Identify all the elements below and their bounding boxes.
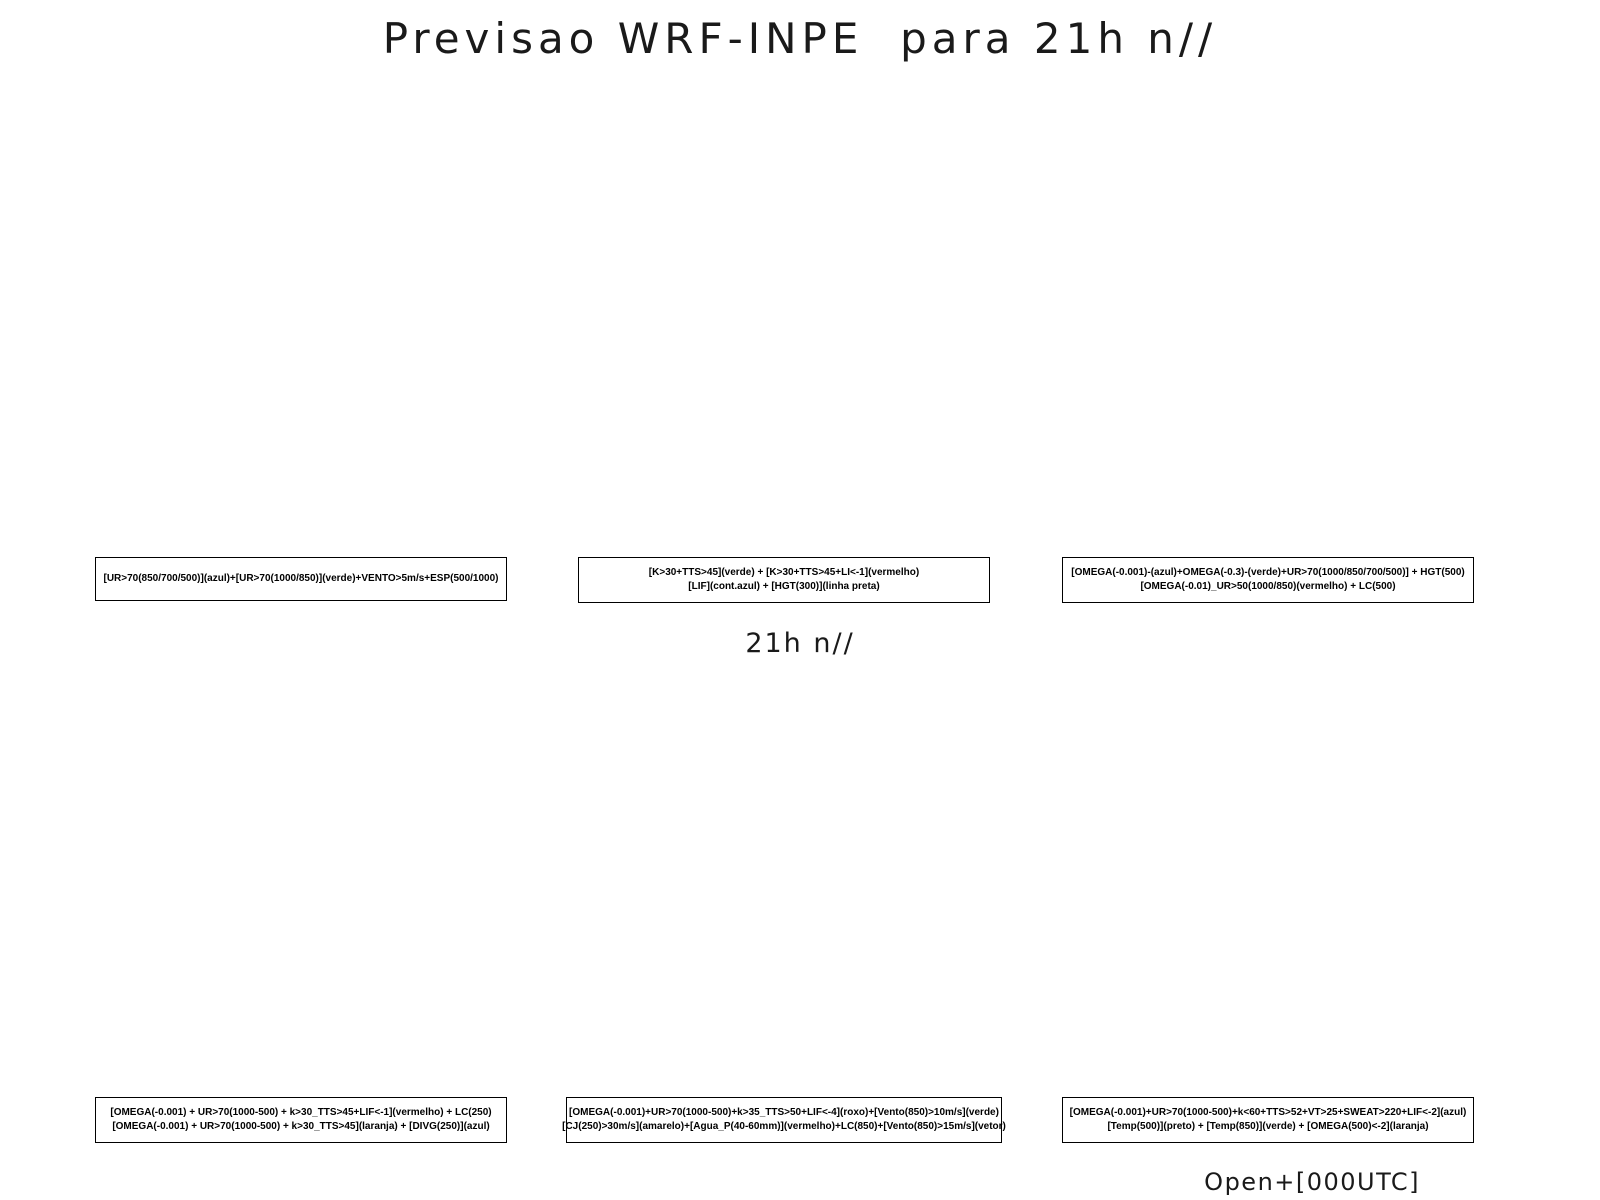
legend-line: [K>30+TTS>45](verde) + [K>30+TTS>45+LI<-1](vermelho) — [648, 566, 920, 578]
legend-box-bottom-left — [95, 1097, 507, 1143]
legend-line: [OMEGA(-0.001) + UR>70(1000-500) + k>30_TTS>45](laranja) + [DIVG(250)](azul) — [112, 1121, 490, 1132]
legend-box-bottom-center — [562, 1097, 1006, 1143]
legend-line: [OMEGA(-0.001)+UR>70(1000-500)+k>35_TTS>50+LIF<-4](roxo)+[Vento(850)>10m/s](verde) — [569, 1106, 999, 1118]
legend-line: [OMEGA(-0.001) + UR>70(1000-500) + k>30_TTS>45+LIF<-1](vermelho) + LC(250) — [110, 1106, 492, 1118]
legend-line: [CJ(250)>30m/s](amarelo)+[Agua_P(40-60mm)](vermelho)+LC(850)+[Vento(850)>15m/s](vetor) — [562, 1121, 1006, 1132]
legend-box-top-center — [578, 557, 990, 603]
legend-line: [UR>70(850/700/500)](azul)+[UR>70(1000/850)](verde)+VENTO>5m/s+ESP(500/1000) — [103, 572, 499, 584]
legend-box-top-right — [1062, 557, 1474, 603]
legend-line: [LIF](cont.azul) + [HGT(300)](linha preta) — [688, 581, 880, 592]
legend-line: [OMEGA(-0.001)-(azul)+OMEGA(-0.3)-(verde)+UR>70(1000/850/700/500)] + HGT(500) — [1071, 566, 1465, 578]
page-title: Previsao WRF-INPE para 21h n// — [382, 14, 1218, 63]
legend-line: [Temp(500)](preto) + [Temp(850)](verde) + [OMEGA(500)<-2](laranja) — [1107, 1121, 1429, 1132]
legend-line: [OMEGA(-0.01)_UR>50(1000/850)(vermelho) + LC(500) — [1140, 581, 1396, 592]
legend-line: [OMEGA(-0.001)+UR>70(1000-500)+k<60+TTS>52+VT>25+SWEAT>220+LIF<-2](azul) — [1069, 1106, 1467, 1118]
middle-caption: 21h n// — [745, 628, 855, 659]
legend-box-top-left — [95, 557, 507, 601]
footer-caption: Open+[000UTC] — [1204, 1168, 1420, 1196]
legend-box-bottom-right — [1062, 1097, 1474, 1143]
